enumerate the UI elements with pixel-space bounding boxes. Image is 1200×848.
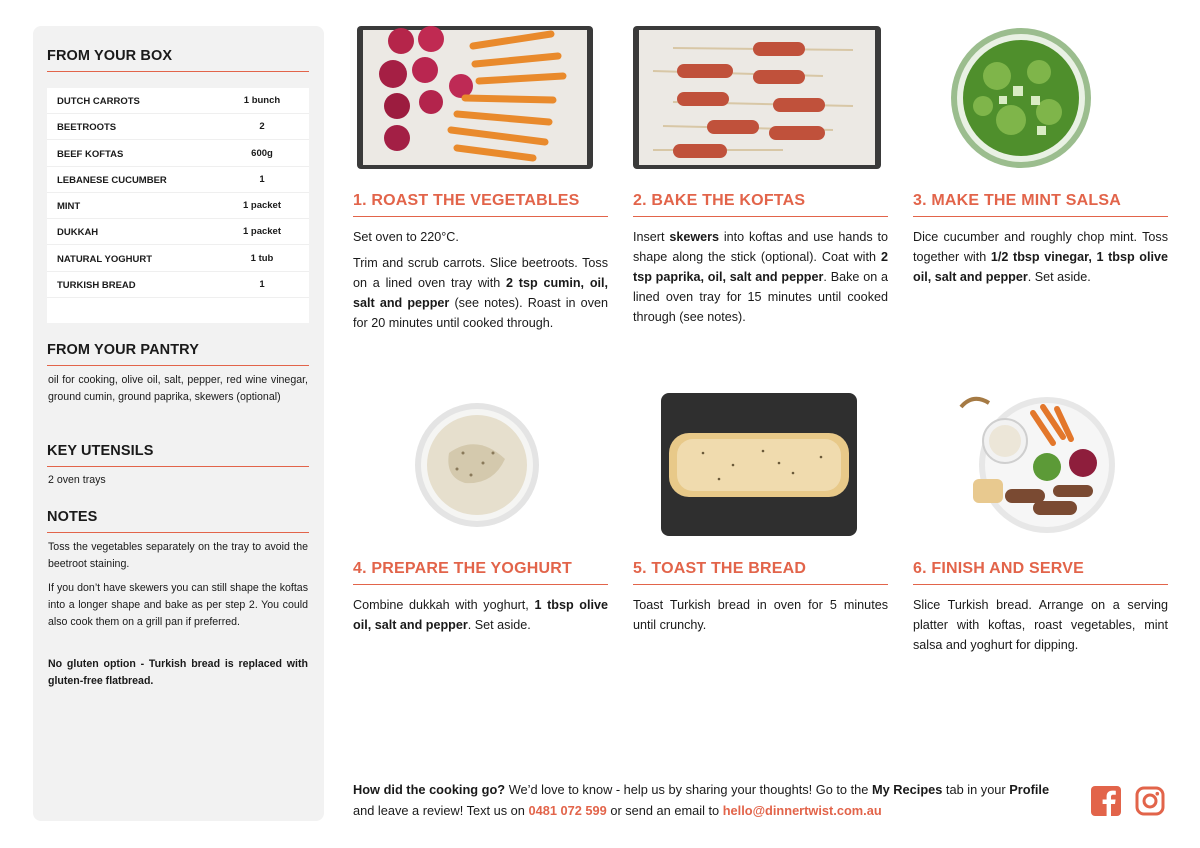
ingredient-row: [47, 272, 309, 298]
text-segment: . Set aside.: [1027, 270, 1091, 284]
mint-salsa-image: [913, 26, 1168, 170]
ingredient-name: TURKISH BREAD: [57, 280, 136, 291]
ingredient-name: LEBANESE CUCUMBER: [57, 175, 167, 186]
ingredient-name: BEEF KOFTAS: [57, 149, 124, 160]
text-segment: . Bake on a lined oven tray for 15 minutes until cooked through (see notes).: [633, 270, 888, 324]
note-text: If you don’t have skewers you can still shape the koftas into a longer shape and bake as per step 2. You could also cook them on a grill pan if preferred.: [48, 582, 308, 628]
text-segment: skewers: [669, 230, 720, 244]
text-segment: Combine dukkah with yoghurt,: [353, 598, 535, 612]
step-rule: [913, 584, 1168, 585]
instruction-paragraph: [633, 227, 888, 327]
note-text: Toss the vegetables separately on the tray to avoid the beetroot staining.: [48, 541, 308, 570]
kofta-skewers-image: [633, 26, 888, 170]
text-segment: 1/2 tbsp vinegar, 1 tbsp olive oil, salt and pepper: [913, 250, 1168, 284]
text-segment: and leave a review! Text us on: [353, 803, 529, 818]
utensils-text: 2 oven trays: [48, 474, 106, 486]
key-utensils-heading: KEY UTENSILS: [47, 443, 154, 459]
ingredient-qty: 1: [259, 279, 265, 290]
ingredient-row: [47, 219, 309, 245]
ingredient-qty: 1 packet: [242, 226, 282, 237]
turkish-bread-image: [633, 393, 888, 537]
text-segment: Toast Turkish bread in oven for 5 minutes until crunchy.: [633, 598, 888, 632]
ingredient-name: DUTCH CARROTS: [57, 96, 140, 107]
ingredients-sidebar: [33, 26, 324, 821]
roasted-vegetables-image: [353, 26, 608, 170]
instruction-paragraph: [913, 227, 1168, 287]
from-your-pantry-heading: FROM YOUR PANTRY: [47, 342, 199, 358]
text-segment: Dice cucumber and roughly chop mint. Toss together with: [913, 230, 1168, 264]
text-segment: How did the cooking go?: [353, 782, 506, 797]
text-segment: or send an email to: [606, 803, 723, 818]
ingredient-row: [47, 141, 309, 167]
ingredient-row: [47, 167, 309, 193]
text-segment: Insert: [633, 230, 670, 244]
ingredient-name: BEETROOTS: [57, 122, 117, 133]
step-title: 3. MAKE THE MINT SALSA: [913, 192, 1121, 209]
feedback-footer: [353, 779, 1073, 821]
ingredient-row: [47, 193, 309, 219]
heading-rule: [47, 466, 309, 467]
heading-rule: [47, 365, 309, 366]
step-rule: [633, 216, 888, 217]
ingredient-name: DUKKAH: [57, 227, 99, 238]
text-segment: My Recipes: [871, 782, 943, 797]
dukkah-yoghurt-image: [353, 393, 608, 537]
step-title: 2. BAKE THE KOFTAS: [633, 192, 806, 209]
text-segment: (see notes). Roast in oven for 20 minutes until cooked through.: [353, 296, 608, 330]
ingredient-row: [47, 246, 309, 272]
instruction-paragraph: [353, 595, 608, 635]
step-instructions: [913, 227, 1168, 293]
contact-link[interactable]: 0481 072 599: [528, 803, 607, 818]
text-segment: 2 tsp cumin, oil, salt and pepper: [353, 276, 609, 310]
contact-link[interactable]: hello@dinnertwist.com.au: [722, 803, 882, 818]
ingredient-qty: 1: [259, 174, 265, 185]
text-segment: We’d love to know - help us by sharing your thoughts! Go to the: [505, 782, 872, 797]
step-instructions: [353, 595, 608, 641]
step-rule: [353, 216, 608, 217]
text-segment: into koftas and use hands to shape along the stick (optional). Coat with: [633, 230, 888, 264]
step-rule: [353, 584, 608, 585]
heading-rule: [47, 532, 309, 533]
text-segment: 1 tbsp olive oil, salt and pepper: [353, 598, 608, 632]
pantry-text: oil for cooking, olive oil, salt, pepper, red wine vinegar, ground cumin, ground paprika, skewers (optional): [48, 374, 308, 403]
instruction-paragraph: [633, 595, 888, 635]
text-segment: Slice Turkish bread. Arrange on a serving platter with koftas, roast vegetables, mint salsa and yoghurt for dipping.: [913, 598, 1168, 652]
text-segment: Profile: [1009, 782, 1050, 797]
ingredient-row: [47, 114, 309, 140]
instruction-paragraph: [913, 595, 1168, 655]
text-segment: tab in your: [942, 782, 1010, 797]
step-title: 4. PREPARE THE YOGHURT: [353, 560, 572, 577]
ingredient-qty: 2: [259, 121, 265, 132]
step-instructions: [353, 227, 608, 339]
text-segment: . Set aside.: [467, 618, 531, 632]
ingredient-name: NATURAL YOGHURT: [57, 254, 152, 265]
ingredient-name: MINT: [57, 201, 81, 212]
step-title: 5. TOAST THE BREAD: [633, 560, 807, 577]
ingredient-row: [47, 88, 309, 114]
instruction-paragraph: [353, 253, 608, 333]
step-title: 6. FINISH AND SERVE: [913, 560, 1084, 577]
ingredient-qty: 1 bunch: [243, 95, 281, 106]
ingredient-qty: 1 packet: [242, 200, 282, 211]
step-rule: [633, 584, 888, 585]
text-segment: Trim and scrub carrots. Slice beetroots. Toss on a lined oven tray with: [353, 256, 608, 290]
step-instructions: [633, 227, 888, 333]
from-your-box-heading: FROM YOUR BOX: [47, 48, 173, 64]
text-segment: 2 tsp paprika, oil, salt and pepper: [633, 250, 888, 284]
gluten-note-text: No gluten option - Turkish bread is replaced with gluten-free flatbread.: [48, 658, 308, 687]
instagram-icon[interactable]: [1134, 785, 1166, 817]
step-title: 1. ROAST THE VEGETABLES: [353, 192, 580, 209]
step-instructions: [913, 595, 1168, 661]
step-instructions: [633, 595, 888, 641]
text-segment: Set oven to 220°C.: [353, 230, 459, 244]
box-ingredients-table: [47, 88, 309, 323]
instruction-paragraph: [353, 227, 608, 247]
ingredient-qty: 1 tub: [250, 253, 274, 264]
serving-platter-image: [913, 393, 1168, 537]
ingredient-qty: 600g: [251, 148, 273, 159]
facebook-icon[interactable]: [1090, 785, 1122, 817]
notes-heading: NOTES: [47, 509, 98, 525]
heading-rule: [47, 71, 309, 72]
step-rule: [913, 216, 1168, 217]
